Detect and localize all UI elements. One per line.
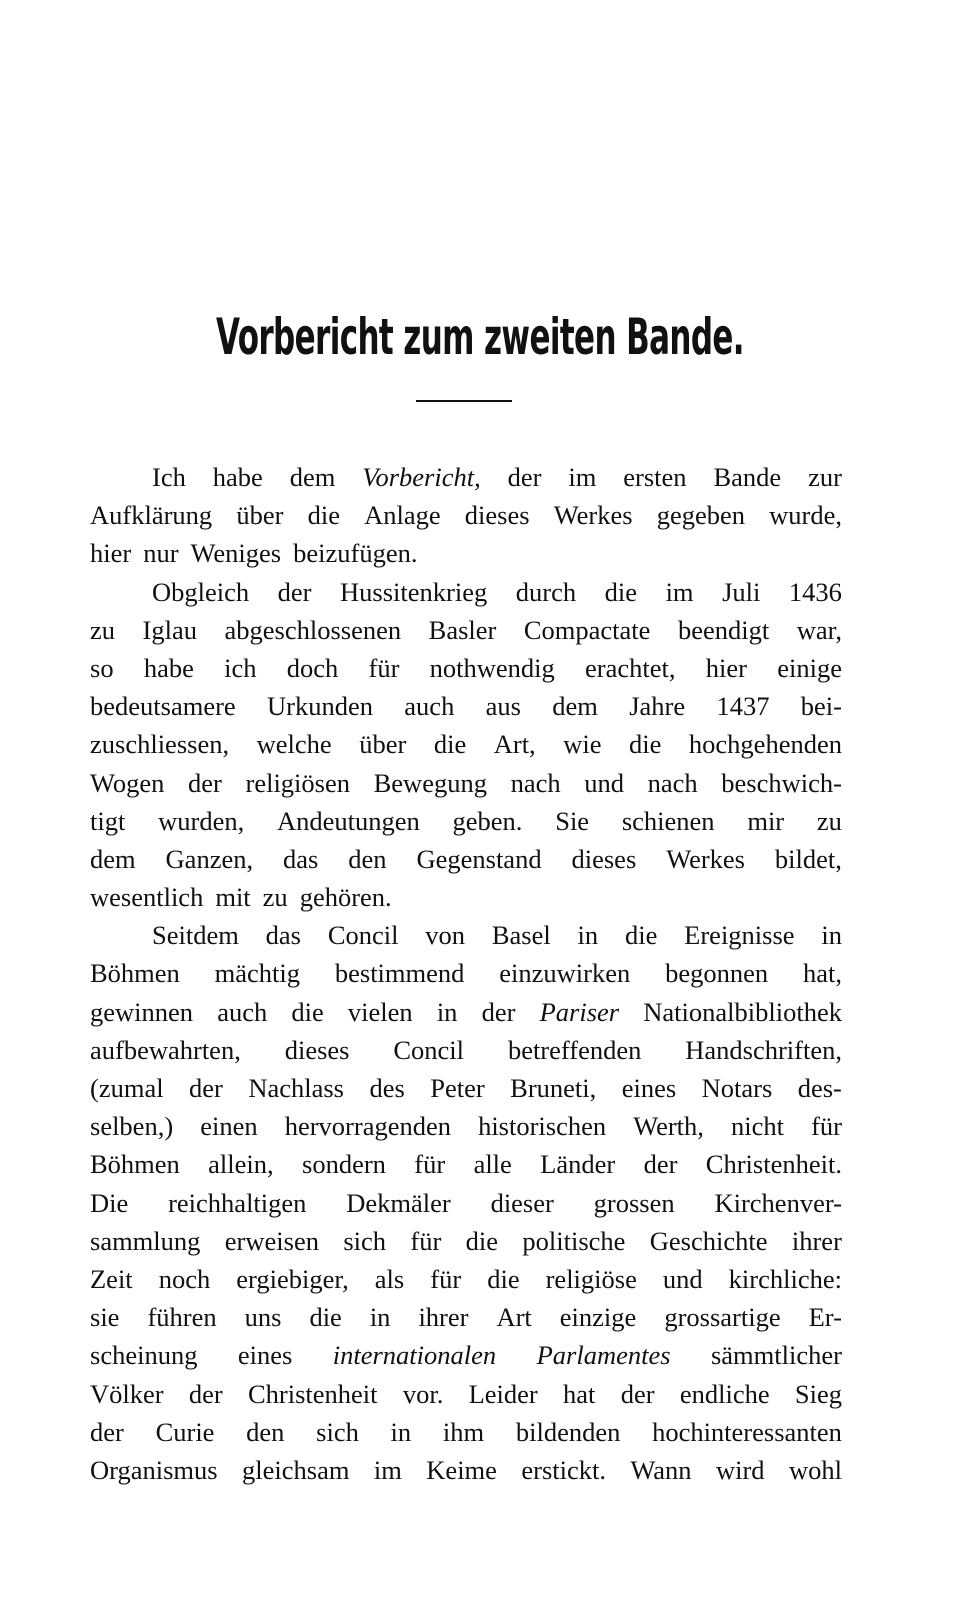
initial-word: Ich xyxy=(152,462,186,492)
word: hat, xyxy=(802,958,842,989)
word: alle xyxy=(473,1149,512,1180)
word: aufbewahrten, xyxy=(90,1034,241,1065)
word: der xyxy=(189,1073,223,1103)
word: die xyxy=(433,729,467,760)
text-line xyxy=(90,954,842,992)
word: von xyxy=(425,920,466,951)
chapter-title: Vorbericht zum zweiten Bande. xyxy=(216,308,744,366)
word: auch xyxy=(404,691,455,722)
word: für xyxy=(430,1263,462,1294)
word: der xyxy=(188,767,222,798)
word: gewinnen xyxy=(90,996,194,1027)
word: die xyxy=(487,1263,520,1294)
word: sie xyxy=(90,1302,120,1333)
word: hier xyxy=(705,652,747,683)
text-line xyxy=(90,687,842,725)
word: abgeschlossenen xyxy=(224,614,402,645)
word: Concil xyxy=(393,1034,465,1065)
word: zuschliessen, xyxy=(90,729,230,760)
word: wird xyxy=(715,1454,765,1485)
word: über xyxy=(359,729,407,760)
word: den xyxy=(246,1416,285,1447)
text-line xyxy=(90,1298,842,1336)
word: die xyxy=(604,576,638,607)
word: Leider xyxy=(468,1378,538,1409)
word: eines xyxy=(621,1073,677,1103)
text-line xyxy=(90,1107,842,1145)
word: dieses xyxy=(464,500,530,531)
word: grossartige xyxy=(664,1302,781,1333)
word: historischen xyxy=(478,1111,607,1142)
word: nicht xyxy=(731,1111,784,1142)
word: kirchliche: xyxy=(728,1263,842,1294)
word: wie xyxy=(563,729,602,760)
word: im xyxy=(665,576,694,607)
word: gegeben xyxy=(656,500,745,531)
text-line xyxy=(90,878,842,916)
word: das xyxy=(265,920,301,951)
word: Kirchenver- xyxy=(714,1187,842,1218)
text-line xyxy=(90,1375,842,1413)
text-line xyxy=(90,649,842,687)
word: 1436 xyxy=(788,576,842,607)
word: vor. xyxy=(402,1378,444,1409)
word: hier xyxy=(90,538,132,569)
word: so xyxy=(90,652,114,683)
word: Wogen xyxy=(90,767,165,798)
text-line xyxy=(90,611,842,649)
text-line xyxy=(90,1184,842,1222)
word: hat xyxy=(563,1378,596,1409)
word: Nationalbibliothek xyxy=(643,996,842,1027)
italic-word: Vorbericht, xyxy=(362,462,481,492)
word: die xyxy=(465,1225,499,1256)
word: Basel xyxy=(491,920,551,951)
word: der xyxy=(481,996,516,1027)
word: Dekmäler xyxy=(346,1187,451,1218)
word: das xyxy=(283,843,319,874)
word: betreffenden xyxy=(507,1034,642,1065)
word: Christenheit xyxy=(248,1378,378,1409)
word: Juli xyxy=(722,576,761,607)
word: sich xyxy=(316,1416,359,1447)
text-line xyxy=(90,764,842,802)
word: beendigt xyxy=(677,614,770,645)
word: einzuwirken xyxy=(499,958,631,989)
text-line xyxy=(90,496,842,534)
text-line xyxy=(90,802,842,840)
word: in xyxy=(390,1416,412,1447)
word: eines xyxy=(237,1340,293,1371)
word: Organismus xyxy=(90,1454,218,1485)
word: gehören. xyxy=(299,882,392,913)
word: Curie xyxy=(155,1416,215,1447)
word: tigt xyxy=(90,805,126,836)
word: Jahre xyxy=(629,691,686,722)
word: hervorragenden xyxy=(284,1111,451,1142)
word: Bewegung xyxy=(373,767,487,798)
word: begonnen xyxy=(665,958,769,989)
italic-word: internationalen xyxy=(332,1340,497,1371)
word: Compactate xyxy=(523,614,651,645)
word: in xyxy=(436,996,458,1027)
word: welche xyxy=(256,729,332,760)
word: bestimmend xyxy=(334,958,465,989)
text-line xyxy=(90,1336,842,1374)
word: den xyxy=(348,843,387,874)
word: sämmtlicher xyxy=(710,1340,842,1371)
word: endliche xyxy=(679,1378,770,1409)
word: dieses xyxy=(284,1034,350,1065)
word: ihm xyxy=(442,1416,485,1447)
word: doch xyxy=(286,652,339,683)
word: Bande xyxy=(713,462,782,492)
word: vielen xyxy=(347,996,413,1027)
word: dieses xyxy=(571,843,637,874)
word: aus xyxy=(485,691,521,722)
word: grossen xyxy=(593,1187,675,1218)
word: Basler xyxy=(428,614,497,645)
word: Hussitenkrieg xyxy=(340,576,488,607)
word: bedeutsamere xyxy=(90,691,236,722)
word: scheinung xyxy=(90,1340,198,1371)
text-line xyxy=(90,1451,842,1489)
word: für xyxy=(410,1225,442,1256)
word: Geschichte xyxy=(649,1225,768,1256)
word: bildet, xyxy=(774,843,842,874)
text-line xyxy=(90,993,842,1031)
italic-word: Parlamentes xyxy=(536,1340,671,1371)
word: dem xyxy=(289,462,336,492)
text-line xyxy=(90,1145,842,1183)
word: Gegenstand xyxy=(416,843,542,874)
word: des xyxy=(369,1073,405,1103)
word: beschwich- xyxy=(721,767,842,798)
word: in xyxy=(369,1302,391,1333)
word: einige xyxy=(777,652,842,683)
word: mir xyxy=(747,805,785,836)
word: und xyxy=(662,1263,703,1294)
word: Andeutungen xyxy=(276,805,420,836)
word: habe xyxy=(212,462,263,492)
word: für xyxy=(811,1111,842,1142)
word: und xyxy=(584,767,624,798)
word: der xyxy=(620,1378,655,1409)
text-line xyxy=(90,1222,842,1260)
word: der xyxy=(643,1149,678,1180)
word: durch xyxy=(515,576,577,607)
word: zu xyxy=(262,882,288,913)
word: dem xyxy=(90,843,136,874)
word: die xyxy=(624,920,658,951)
word: erstickt. xyxy=(521,1454,606,1485)
word: beizufügen. xyxy=(293,538,418,569)
word: führen xyxy=(147,1302,217,1333)
word: Werkes xyxy=(553,500,633,531)
word: auch xyxy=(217,996,268,1027)
text-line xyxy=(90,916,842,954)
word: Seitdem xyxy=(152,920,239,951)
word: in xyxy=(821,920,842,951)
word: Weniges xyxy=(190,538,282,569)
word: im xyxy=(373,1454,402,1485)
text-line xyxy=(90,1260,842,1298)
word: Wann xyxy=(630,1454,692,1485)
word: wohl xyxy=(788,1454,842,1485)
word: politische xyxy=(522,1225,626,1256)
word: noch xyxy=(158,1263,211,1294)
word: 1437 xyxy=(716,691,770,722)
word: Werth, xyxy=(633,1111,704,1142)
word: wurde, xyxy=(769,500,842,531)
word: uns xyxy=(244,1302,282,1333)
word: Bruneti, xyxy=(510,1073,597,1103)
word: in xyxy=(577,920,599,951)
text-line xyxy=(90,1031,842,1069)
word: Die xyxy=(90,1187,129,1218)
word: Ereignisse xyxy=(684,920,795,951)
title-rule xyxy=(416,400,512,402)
text-line xyxy=(90,573,842,611)
word: nothwendig xyxy=(429,652,555,683)
word: ich xyxy=(224,652,257,683)
word: im xyxy=(568,462,597,492)
text-line xyxy=(90,840,842,878)
word: der xyxy=(277,576,312,607)
word: sammlung xyxy=(90,1225,201,1256)
word: dieser xyxy=(490,1187,554,1218)
word: als xyxy=(374,1263,405,1294)
word: nach xyxy=(510,767,561,798)
word: Concil xyxy=(327,920,399,951)
word: dem xyxy=(552,691,598,722)
word: Christenheit. xyxy=(705,1149,842,1180)
word: einzige xyxy=(559,1302,637,1333)
word: Handschriften, xyxy=(685,1034,842,1065)
body-text xyxy=(90,458,842,1489)
word: für xyxy=(368,652,400,683)
word: ergiebiger, xyxy=(236,1263,349,1294)
word: nach xyxy=(647,767,698,798)
word: nur xyxy=(143,538,179,569)
word: einen xyxy=(200,1111,258,1142)
word: habe xyxy=(143,652,194,683)
word: reichhaltigen xyxy=(168,1187,307,1218)
word: Sieg xyxy=(794,1378,842,1409)
word: mit xyxy=(215,882,251,913)
word: Art xyxy=(496,1302,532,1333)
word: geben. xyxy=(452,805,523,836)
word: sich xyxy=(343,1225,387,1256)
word: religiösen xyxy=(245,767,350,798)
word: ihrer xyxy=(418,1302,469,1333)
word: wesentlich xyxy=(90,882,204,913)
word: Peter xyxy=(430,1073,485,1103)
word: gleichsam xyxy=(242,1454,350,1485)
word: Länder xyxy=(540,1149,616,1180)
word: Keime xyxy=(426,1454,497,1485)
text-line xyxy=(90,1069,842,1107)
word: ersten xyxy=(623,462,687,492)
word: Zeit xyxy=(90,1263,133,1294)
word: Böhmen xyxy=(90,958,180,989)
word: Urkunden xyxy=(267,691,373,722)
word: erachtet, xyxy=(585,652,676,683)
word: über xyxy=(236,500,284,531)
italic-word: Pariser xyxy=(539,996,620,1027)
word: Werkes xyxy=(666,843,745,874)
word: religiöse xyxy=(545,1263,637,1294)
word: zu xyxy=(90,614,116,645)
text-line xyxy=(90,1413,842,1451)
word: Anlage xyxy=(364,500,441,531)
word: Nachlass xyxy=(248,1073,344,1103)
word: die xyxy=(291,996,324,1027)
word: Aufklärung xyxy=(90,500,213,531)
word: Völker xyxy=(90,1378,164,1409)
word: die xyxy=(307,500,340,531)
text-line xyxy=(90,458,842,496)
word: die xyxy=(629,729,662,760)
word: Sie xyxy=(555,805,590,836)
word: der xyxy=(90,1416,124,1447)
word: Obgleich xyxy=(152,576,250,607)
word: war, xyxy=(796,614,842,645)
word: erweisen xyxy=(224,1225,319,1256)
word: wurden, xyxy=(158,805,245,836)
word: ihrer xyxy=(791,1225,842,1256)
word: selben,) xyxy=(90,1111,174,1142)
word: Notars xyxy=(701,1073,773,1103)
word: bei- xyxy=(800,691,842,722)
word: der xyxy=(188,1378,223,1409)
word: mächtig xyxy=(214,958,301,989)
word: allein, xyxy=(208,1149,274,1180)
word: Art, xyxy=(493,729,536,760)
word: hochinteressanten xyxy=(652,1416,842,1447)
word: (zumal xyxy=(90,1073,164,1103)
word: Iglau xyxy=(142,614,197,645)
word: die xyxy=(309,1302,342,1333)
word: zur xyxy=(808,462,842,492)
text-line xyxy=(90,534,842,572)
text-line xyxy=(90,725,842,763)
word: zu xyxy=(816,805,842,836)
word: Ganzen, xyxy=(165,843,254,874)
word: schienen xyxy=(621,805,715,836)
word: des- xyxy=(797,1073,842,1103)
word: für xyxy=(414,1149,446,1180)
word: bildenden xyxy=(515,1416,621,1447)
word: Er- xyxy=(808,1302,842,1333)
word: der xyxy=(507,462,542,492)
word: Böhmen xyxy=(90,1149,180,1180)
word: hochgehenden xyxy=(688,729,842,760)
word: sondern xyxy=(302,1149,386,1180)
